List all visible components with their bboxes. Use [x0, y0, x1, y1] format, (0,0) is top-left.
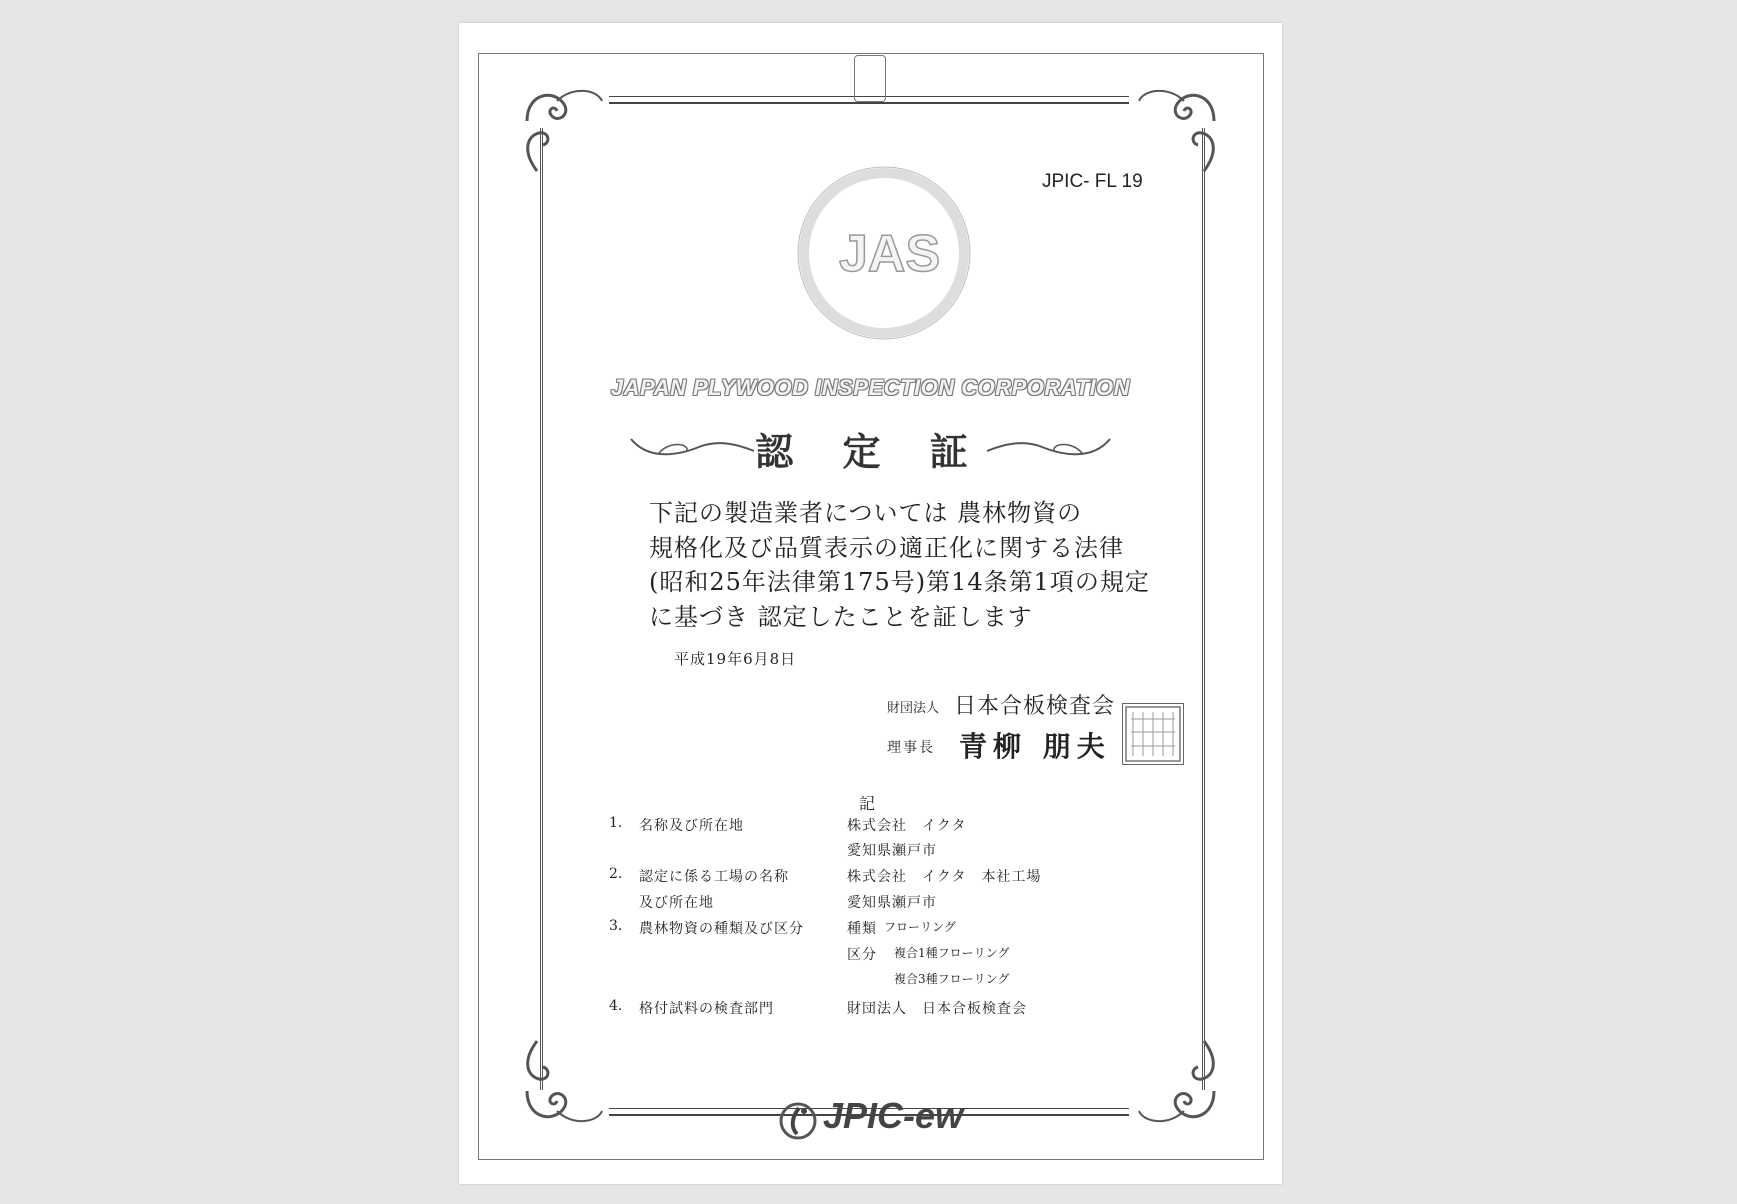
- list-item: [609, 918, 1149, 938]
- item-number: 2.: [609, 866, 623, 882]
- corporation-name: JAPAN PLYWOOD INSPECTION CORPORATION: [610, 375, 1131, 400]
- item-value: 区分: [847, 947, 877, 963]
- item-value: 愛知県瀬戸市: [847, 895, 937, 911]
- body-line: 下記の製造業者については 農林物資の: [649, 499, 1083, 527]
- bottom-right-ornament-icon: [1134, 1036, 1224, 1131]
- item-value: 財団法人 日本合板検査会: [847, 1001, 1027, 1017]
- ki-heading: 記: [859, 794, 876, 813]
- top-left-ornament-icon: [517, 81, 607, 176]
- issue-date: 平成19年6月8日: [674, 650, 797, 668]
- org-name: 日本合板検査会: [954, 694, 1116, 719]
- item-label: 農林物資の種類及び区分: [639, 921, 804, 937]
- item-label: 認定に係る工場の名称: [639, 869, 789, 885]
- item-value: 株式会社 イクタ: [847, 818, 967, 834]
- jpic-swirl-icon: [777, 1100, 819, 1142]
- certificate-page: [459, 23, 1282, 1184]
- list-item: [609, 944, 1149, 964]
- jas-logo: [784, 153, 984, 353]
- item-value: 種類: [847, 921, 877, 937]
- item-value: 複合1種フローリング: [894, 946, 1010, 960]
- top-seal-stamp: [854, 55, 886, 102]
- list-item: [609, 970, 1149, 990]
- item-value: 株式会社 イクタ 本社工場: [847, 869, 1042, 885]
- certificate-body: [649, 496, 1150, 634]
- list-item: [609, 998, 1149, 1018]
- list-item: [609, 866, 1149, 886]
- certificate-title: 認 定 証: [755, 429, 986, 474]
- item-value: 愛知県瀬戸市: [847, 843, 937, 859]
- right-flourish-icon: [982, 431, 1112, 463]
- list-item: [609, 815, 1149, 835]
- item-label: 名称及び所在地: [639, 818, 744, 834]
- org-prefix: 財団法人: [887, 701, 940, 716]
- jas-logo-text: JAS: [839, 225, 941, 283]
- chair-title: 理事長: [887, 740, 935, 756]
- certificate-code: JPIC- FL 19: [1042, 171, 1143, 192]
- item-number: 3.: [609, 918, 623, 934]
- item-number: 4.: [609, 998, 623, 1014]
- item-value: 複合3種フローリング: [894, 972, 1010, 986]
- body-line: 規格化及び品質表示の適正化に関する法律: [649, 533, 1124, 562]
- title-row: [629, 421, 1112, 473]
- list-item: [609, 892, 1149, 912]
- item-number: 1.: [609, 815, 623, 831]
- body-line: (昭和25年法律第175号)第14条第1項の規定: [649, 568, 1150, 596]
- bottom-left-ornament-icon: [517, 1036, 607, 1131]
- item-value: フローリング: [884, 920, 956, 934]
- official-seal-icon: [1122, 703, 1184, 765]
- chair-name: 青柳 朋夫: [959, 730, 1111, 763]
- item-label: 格付試料の検査部門: [639, 1001, 774, 1017]
- top-right-ornament-icon: [1134, 81, 1224, 176]
- body-line: に基づき 認定したことを証します: [649, 602, 1033, 631]
- list-item: [609, 840, 1149, 860]
- footer-logo-text: JPIC-ew: [823, 1095, 964, 1136]
- item-label: 及び所在地: [639, 895, 714, 911]
